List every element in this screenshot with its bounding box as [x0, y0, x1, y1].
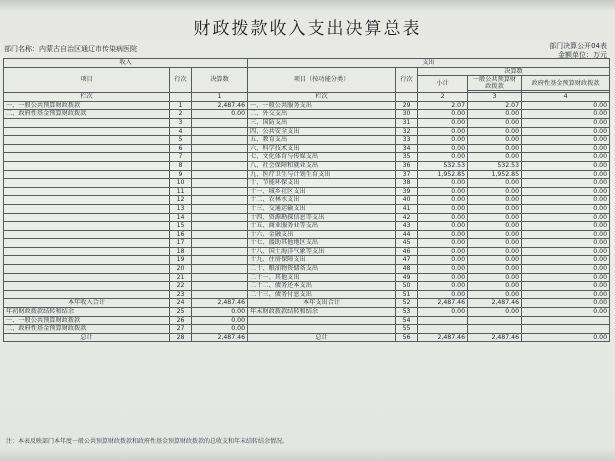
- right-row-no: 45: [396, 239, 418, 248]
- left-amount: 2,487.46: [192, 101, 248, 110]
- table-row: [4, 161, 610, 170]
- left-amount: 0.00: [192, 308, 248, 317]
- right-item: 三、国防支出: [248, 118, 396, 127]
- right-row-no: 29: [396, 101, 418, 110]
- table-row: [4, 308, 610, 317]
- right-item: 十一、城乡社区支出: [248, 187, 396, 196]
- left-item: [4, 230, 170, 239]
- left-amount: 0.00: [192, 110, 248, 119]
- right-row-no: 42: [396, 213, 418, 222]
- left-row-no: 23: [170, 290, 192, 299]
- right-item: 七、文化体育与传媒支出: [248, 153, 396, 162]
- row-no-header: 行次: [170, 67, 192, 93]
- subtotal-cell: 532.53: [418, 161, 468, 170]
- fund-cell: 0.00: [522, 256, 610, 265]
- table-row: [4, 222, 610, 231]
- fund-cell: [522, 316, 610, 325]
- left-item: [4, 239, 170, 248]
- left-row-no: 17: [170, 239, 192, 248]
- table-row: [4, 290, 610, 299]
- right-item: 十三、交通运输支出: [248, 204, 396, 213]
- subtotal-cell: 0.00: [418, 239, 468, 248]
- left-row-no: 7: [170, 153, 192, 162]
- col-n2: 2: [418, 93, 468, 102]
- fund-cell: 0.00: [522, 118, 610, 127]
- right-item: 六、科学技术支出: [248, 144, 396, 153]
- right-row-no: 46: [396, 247, 418, 256]
- right-item: 二十一、其他支出: [248, 273, 396, 282]
- general-cell: 0.00: [468, 204, 522, 213]
- general-cell: 0.00: [468, 256, 522, 265]
- right-item: 二、外交支出: [248, 110, 396, 119]
- right-row-no: 35: [396, 153, 418, 162]
- left-amount: [192, 222, 248, 231]
- right-row-no: 44: [396, 230, 418, 239]
- left-item: [4, 127, 170, 136]
- footnote: 注：本表反映部门本年度一般公共预算财政拨款和政府性基金预算财政拨款的总收支和年末结转结余情况。: [6, 438, 289, 445]
- left-amount: [192, 282, 248, 291]
- right-row-no: 31: [396, 118, 418, 127]
- fund-cell: 0.00: [522, 144, 610, 153]
- right-row-no: 51: [396, 290, 418, 299]
- department-name: 部门名称：内蒙古自治区通辽市传染病医院: [4, 45, 137, 53]
- general-cell: 0.00: [468, 265, 522, 274]
- right-item: 二十、粮油物资储备支出: [248, 265, 396, 274]
- table-row: [4, 118, 610, 127]
- left-amount: [192, 256, 248, 265]
- expense-item-header: 项目（按功能分类）: [248, 67, 396, 93]
- left-row-no: 16: [170, 230, 192, 239]
- budget-table: [3, 58, 610, 342]
- right-row-no: 52: [396, 299, 418, 308]
- right-row-no: 41: [396, 204, 418, 213]
- fund-cell: 0.00: [522, 290, 610, 299]
- left-row-no: 27: [170, 325, 192, 334]
- budget-group-header: 决算数: [418, 67, 610, 76]
- fund-cell: 0.00: [522, 213, 610, 222]
- left-row-no: 5: [170, 136, 192, 145]
- left-amount: [192, 179, 248, 188]
- left-item: 本年收入合计: [4, 299, 170, 308]
- fund-cell: 0.00: [522, 170, 610, 179]
- left-amount: [192, 265, 248, 274]
- subtotal-cell: [418, 316, 468, 325]
- general-cell: 0.00: [468, 136, 522, 145]
- general-header: 一般公共预算财政拨款: [468, 76, 522, 91]
- right-item: 二十三、债务付息支出: [248, 290, 396, 299]
- left-row-no: 19: [170, 256, 192, 265]
- right-item: 十七、援助其他地区支出: [248, 239, 396, 248]
- left-item: [4, 256, 170, 265]
- table-row: [4, 136, 610, 145]
- right-row-no: 56: [396, 333, 418, 342]
- left-item: [4, 179, 170, 188]
- right-item: 一、一般公共服务支出: [248, 101, 396, 110]
- left-amount: [192, 273, 248, 282]
- left-row-no: 3: [170, 118, 192, 127]
- table-row: [4, 187, 610, 196]
- subtotal-cell: 0.00: [418, 153, 468, 162]
- right-row-no: 37: [396, 170, 418, 179]
- subtotal-cell: 0.00: [418, 136, 468, 145]
- table-row: [4, 282, 610, 291]
- right-row-no: 54: [396, 316, 418, 325]
- left-amount: [192, 239, 248, 248]
- right-item: 二十二、债务还本支出: [248, 282, 396, 291]
- col-label2: 栏次: [248, 93, 396, 102]
- table-row: [4, 299, 610, 308]
- left-row-no: 25: [170, 308, 192, 317]
- left-amount: [192, 213, 248, 222]
- subtotal-cell: 0.00: [418, 273, 468, 282]
- right-item: 十九、住房保障支出: [248, 256, 396, 265]
- table-row: [4, 239, 610, 248]
- general-cell: 0.00: [468, 110, 522, 119]
- left-amount: [192, 153, 248, 162]
- left-row-no: 21: [170, 273, 192, 282]
- subtotal-cell: 0.00: [418, 110, 468, 119]
- table-row: [4, 316, 610, 325]
- table-row: [4, 213, 610, 222]
- fund-cell: 0.00: [522, 308, 610, 317]
- table-row: [4, 179, 610, 188]
- general-cell: 0.00: [468, 118, 522, 127]
- left-amount: [192, 247, 248, 256]
- right-row-no: 30: [396, 110, 418, 119]
- left-item: [4, 222, 170, 231]
- right-row-no: 36: [396, 161, 418, 170]
- left-amount: [192, 204, 248, 213]
- amount-header: 决算数: [192, 67, 248, 93]
- right-row-no: 50: [396, 282, 418, 291]
- right-item: 十八、国土海洋气象等支出: [248, 247, 396, 256]
- left-amount: [192, 161, 248, 170]
- subtotal-cell: 2,487.46: [418, 299, 468, 308]
- fund-cell: 0.00: [522, 247, 610, 256]
- table-row: [4, 127, 610, 136]
- subtotal-cell: 1,952.85: [418, 170, 468, 179]
- left-row-no: 26: [170, 316, 192, 325]
- general-cell: 532.53: [468, 161, 522, 170]
- general-cell: 0.00: [468, 282, 522, 291]
- subtotal-cell: 0.00: [418, 127, 468, 136]
- left-row-no: 22: [170, 282, 192, 291]
- fund-cell: 0.00: [522, 230, 610, 239]
- subtotal-cell: 0.00: [418, 144, 468, 153]
- left-item: [4, 282, 170, 291]
- general-cell: 0.00: [468, 187, 522, 196]
- left-item: [4, 170, 170, 179]
- left-amount: 0.00: [192, 325, 248, 334]
- table-row: [4, 153, 610, 162]
- right-row-no: 47: [396, 256, 418, 265]
- left-amount: 0.00: [192, 316, 248, 325]
- left-item: [4, 265, 170, 274]
- left-item: [4, 187, 170, 196]
- left-item: [4, 153, 170, 162]
- right-item: 十、节能环保支出: [248, 179, 396, 188]
- table-row: [4, 230, 610, 239]
- general-cell: 0.00: [468, 239, 522, 248]
- subtotal-cell: 0.00: [418, 282, 468, 291]
- left-amount: [192, 290, 248, 299]
- fund-cell: 0.00: [522, 136, 610, 145]
- left-amount: [192, 230, 248, 239]
- fund-cell: [522, 325, 610, 334]
- fund-cell: 0.00: [522, 187, 610, 196]
- left-amount: [192, 170, 248, 179]
- fund-cell: 0.00: [522, 222, 610, 231]
- fund-cell: 0.00: [522, 179, 610, 188]
- left-row-no: 14: [170, 213, 192, 222]
- top-edge: [0, 0, 615, 10]
- subtotal-cell: 0.00: [418, 247, 468, 256]
- subtotal-cell: 2.07: [418, 101, 468, 110]
- fund-cell: 0.00: [522, 239, 610, 248]
- page-title: 财政拨款收入支出决算总表: [193, 19, 422, 39]
- right-row-no: 43: [396, 222, 418, 231]
- left-item: [4, 136, 170, 145]
- general-cell: 0.00: [468, 273, 522, 282]
- fund-cell: 0.00: [522, 333, 610, 342]
- general-cell: 2.07: [468, 101, 522, 110]
- left-row-no: 12: [170, 196, 192, 205]
- left-row-no: 20: [170, 265, 192, 274]
- left-item: [4, 204, 170, 213]
- left-amount: [192, 187, 248, 196]
- right-row-no: 33: [396, 136, 418, 145]
- left-row-no: 2: [170, 110, 192, 119]
- right-row-no: 55: [396, 325, 418, 334]
- right-row-no: 39: [396, 187, 418, 196]
- right-item: 十四、资源勘探信息等支出: [248, 213, 396, 222]
- subtotal-cell: 0.00: [418, 187, 468, 196]
- left-row-no: 11: [170, 187, 192, 196]
- left-row-no: 18: [170, 247, 192, 256]
- subtotal-cell: 0.00: [418, 118, 468, 127]
- general-cell: 0.00: [468, 179, 522, 188]
- left-amount: [192, 118, 248, 127]
- general-cell: 2,487.46: [468, 333, 522, 342]
- left-row-no: 15: [170, 222, 192, 231]
- left-row-no: 10: [170, 179, 192, 188]
- right-item: 本年支出合计: [248, 299, 396, 308]
- general-cell: 2,487.46: [468, 299, 522, 308]
- col-label: 栏次: [4, 93, 170, 102]
- table-row: [4, 273, 610, 282]
- subtotal-cell: 0.00: [418, 222, 468, 231]
- subtotal-cell: 0.00: [418, 265, 468, 274]
- right-row-no: 53: [396, 308, 418, 317]
- fund-cell: 0.00: [522, 204, 610, 213]
- fund-cell: 0.00: [522, 161, 610, 170]
- left-amount: 2,487.46: [192, 299, 248, 308]
- table-row: [4, 204, 610, 213]
- right-item: 五、教育支出: [248, 136, 396, 145]
- left-item: 年初财政拨款结转和结余: [4, 308, 170, 317]
- left-item: [4, 273, 170, 282]
- subtotal-header: 小计: [418, 76, 468, 93]
- table-row: [4, 265, 610, 274]
- col-n4: 4: [522, 93, 610, 102]
- subtotal-cell: 0.00: [418, 290, 468, 299]
- subtotal-cell: 0.00: [418, 230, 468, 239]
- left-item: 二、政府性基金预算财政拨款: [4, 325, 170, 334]
- right-item: [248, 316, 396, 325]
- general-cell: 0.00: [468, 196, 522, 205]
- left-item: [4, 247, 170, 256]
- fund-cell: 0.00: [522, 265, 610, 274]
- table-row: [4, 256, 610, 265]
- right-row-no: 40: [396, 196, 418, 205]
- left-row-no: 28: [170, 333, 192, 342]
- right-item: [248, 325, 396, 334]
- fund-cell: 0.00: [522, 127, 610, 136]
- right-item: 十二、农林水支出: [248, 196, 396, 205]
- general-cell: 0.00: [468, 290, 522, 299]
- left-amount: [192, 136, 248, 145]
- table-row: [4, 170, 610, 179]
- fund-cell: 0.00: [522, 299, 610, 308]
- table-row: [4, 325, 610, 334]
- right-item: 四、公共安全支出: [248, 127, 396, 136]
- left-row-no: 8: [170, 161, 192, 170]
- general-cell: 0.00: [468, 230, 522, 239]
- item-header: 项目: [4, 67, 170, 93]
- right-row-no: 32: [396, 127, 418, 136]
- left-item: [4, 196, 170, 205]
- unit-label: 金额单位：万元: [558, 51, 607, 59]
- general-cell: 0.00: [468, 213, 522, 222]
- left-item: 二、政府性基金预算财政拨款: [4, 110, 170, 119]
- general-cell: 0.00: [468, 127, 522, 136]
- table-row: [4, 333, 610, 342]
- col-n1: 1: [192, 93, 248, 102]
- right-item: 年末财政拨款结转和结余: [248, 308, 396, 317]
- table-row: [4, 196, 610, 205]
- table-row: [4, 101, 610, 110]
- general-cell: [468, 316, 522, 325]
- left-row-no: 4: [170, 127, 192, 136]
- col-n3: 3: [468, 93, 522, 102]
- general-cell: 0.00: [468, 153, 522, 162]
- subtotal-cell: 0.00: [418, 213, 468, 222]
- right-row-no: 34: [396, 144, 418, 153]
- right-item: 总计: [248, 333, 396, 342]
- fund-header: 政府性基金预算财政拨款: [522, 76, 610, 91]
- left-row-no: 13: [170, 204, 192, 213]
- fund-cell: 0.00: [522, 110, 610, 119]
- subtotal-cell: 2,487.46: [418, 333, 468, 342]
- general-cell: 0.00: [468, 308, 522, 317]
- bottom-edge: [0, 447, 615, 461]
- left-amount: 2,487.46: [192, 333, 248, 342]
- fund-cell: 0.00: [522, 153, 610, 162]
- fund-cell: 0.00: [522, 273, 610, 282]
- general-cell: 0.00: [468, 222, 522, 231]
- expense-header: 支出: [248, 59, 610, 68]
- table-row: [4, 144, 610, 153]
- table-row: [4, 110, 610, 119]
- subtotal-cell: 0.00: [418, 204, 468, 213]
- right-item: 九、医疗卫生与计划生育支出: [248, 170, 396, 179]
- subtotal-cell: [418, 325, 468, 334]
- income-header: 收入: [4, 59, 248, 68]
- fund-cell: 0.00: [522, 196, 610, 205]
- right-row-no: 49: [396, 273, 418, 282]
- general-cell: 0.00: [468, 144, 522, 153]
- left-row-no: 24: [170, 299, 192, 308]
- left-item: [4, 290, 170, 299]
- left-row-no: 9: [170, 170, 192, 179]
- left-amount: [192, 196, 248, 205]
- form-code: 部门决算公开04表: [549, 42, 607, 50]
- subtotal-cell: 0.00: [418, 308, 468, 317]
- row-no2-header: 行次: [396, 67, 418, 93]
- fund-cell: 0.00: [522, 282, 610, 291]
- left-item: [4, 118, 170, 127]
- left-row-no: 6: [170, 144, 192, 153]
- right-item: 十六、金融支出: [248, 230, 396, 239]
- left-item: [4, 213, 170, 222]
- subtotal-cell: 0.00: [418, 179, 468, 188]
- right-item: 八、社会保障和就业支出: [248, 161, 396, 170]
- subtotal-cell: 0.00: [418, 256, 468, 265]
- left-item: 总计: [4, 333, 170, 342]
- right-row-no: 38: [396, 179, 418, 188]
- left-item: [4, 144, 170, 153]
- left-item: [4, 161, 170, 170]
- left-amount: [192, 127, 248, 136]
- left-row-no: 1: [170, 101, 192, 110]
- general-cell: [468, 325, 522, 334]
- fund-cell: 0.00: [522, 101, 610, 110]
- left-item: 一、一般公共预算财政拨款: [4, 316, 170, 325]
- subtotal-cell: 0.00: [418, 196, 468, 205]
- right-item: 十五、商业服务业等支出: [248, 222, 396, 231]
- right-row-no: 48: [396, 265, 418, 274]
- general-cell: 1,952.85: [468, 170, 522, 179]
- table-row: [4, 247, 610, 256]
- general-cell: 0.00: [468, 247, 522, 256]
- left-item: 一、一般公共预算财政拨款: [4, 101, 170, 110]
- left-amount: [192, 144, 248, 153]
